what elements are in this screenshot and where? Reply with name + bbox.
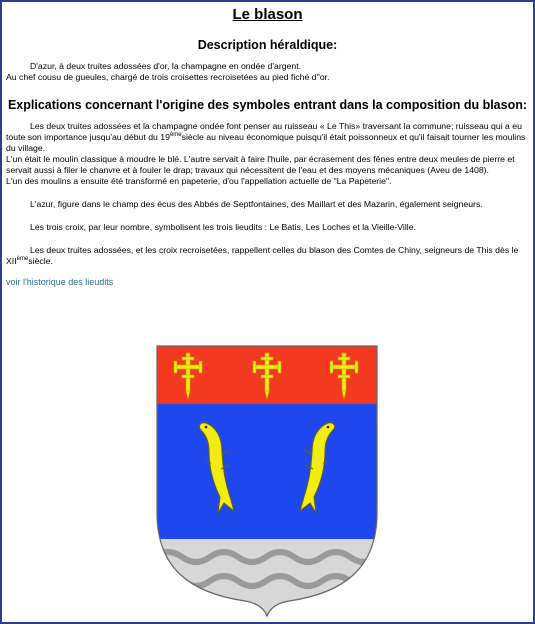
explanation-body bbox=[2, 121, 533, 267]
description-line-2: Au chef cousu de gueules, chargé de trois croisettes recroisetées au pied fiché d''or. bbox=[6, 72, 330, 82]
para4-text-a: Les deux truites adossées, et les croix recroisetées, rappellent celles du blason des Comtes de Chiny, seigneurs de This dès le XII bbox=[6, 245, 519, 266]
para4-text-b: siècle. bbox=[28, 256, 53, 266]
explanation-paragraph-4 bbox=[2, 245, 533, 267]
coat-of-arms bbox=[154, 343, 380, 619]
shield-coat-of-arms-icon bbox=[154, 343, 380, 619]
page-title: Le blason bbox=[232, 6, 303, 23]
para1-superscript: ème bbox=[169, 132, 182, 138]
explanation-paragraph-1-line-2: L'un était le moulin classique à moudre le blé. L'autre servait à faire l'huile, par écrasement des fênes entre deux meules de pierre et servait aussi à filer le chanvre et à fouler le drap; travaux qui nécessitent de l'eau et des moyens mécaniques (Aveu de 1408). bbox=[6, 154, 515, 175]
description-line-1: D'azur, à deux truites adossées d'or, la champagne en ondée d'argent. bbox=[30, 61, 302, 71]
para4-superscript: ème bbox=[16, 256, 29, 262]
description-heading: Description héraldique: bbox=[197, 38, 338, 52]
lieudits-history-link[interactable]: voir l'historique des lieudits bbox=[6, 277, 114, 287]
para1-text-a: Les deux truites adossées et la champagne ondée font penser au ruisseau « Le This» traversant la commune; ruisseau qui a eu toute son importance jusqu'au début du 19 bbox=[6, 121, 522, 142]
explanation-paragraph-3: Les trois croix, par leur nombre, symbolisent les trois lieudits : Le Batis, Les Loches et la Vieille-Ville. bbox=[30, 222, 416, 232]
explanation-heading: Explications concernant l'origine des symboles entrant dans la composition du blason: bbox=[7, 98, 528, 112]
heraldic-description bbox=[2, 61, 533, 83]
para1-text-b: siècle au niveau économique puisqu'il était poissonneux et qu'il faisait tourner les moulins du village. bbox=[6, 132, 526, 153]
explanation-paragraph-1 bbox=[2, 121, 533, 154]
explanation-paragraph-2: L'azur, figure dans le champ des écus des Abbés de Septfontaines, des Maillart et des Mazarin, également seigneurs. bbox=[30, 199, 483, 209]
shield-field-blue bbox=[154, 404, 380, 544]
explanation-paragraph-1-line-3: L'un des moulins a ensuite été transformé en papeterie, d'ou l'appellation actuelle de "La Papeterie". bbox=[6, 176, 392, 186]
